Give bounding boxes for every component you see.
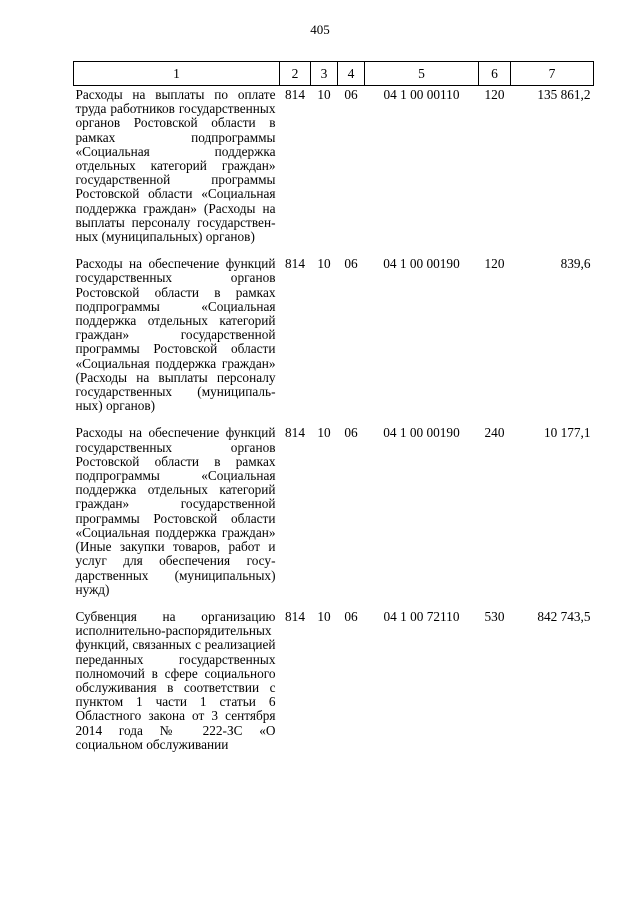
table-row: [74, 608, 594, 756]
row-amount: 135 861,2: [537, 87, 591, 102]
row-ministry-code: 814: [285, 256, 305, 272]
header-col-3: 3: [311, 62, 338, 86]
row-section-code: 10: [317, 425, 331, 441]
row-description: Расходы на обеспечение функций государственных органов Ростовской области в рамках подпрограммы «Социальная поддержка отдельных категорий граждан» государственной программы Ростовской области «Социальная поддержка граждан» (Иные закупки товаров, работ и услуг для обеспечения государственных (муниципальных) нужд): [75, 425, 276, 597]
table-row: [74, 424, 594, 607]
header-col-6: 6: [479, 62, 511, 86]
row-ministry-code: 814: [285, 425, 305, 441]
header-col-4: 4: [338, 62, 365, 86]
row-target-article: 04 1 00 00190: [383, 425, 460, 441]
row-target-article: 04 1 00 00110: [383, 87, 460, 102]
header-col-5: 5: [365, 62, 479, 86]
row-description: Расходы на обеспечение функций государственных органов Ростовской области в рамках подпрограммы «Социальная поддержка отдельных категорий граждан» государственной программы Ростовской области «Социальная поддержка граждан» (Расходы на выплаты персоналу государственных (муниципальных) органов): [75, 256, 276, 414]
row-expense-type: 530: [484, 608, 505, 624]
row-target-article: 04 1 00 00190: [383, 256, 460, 272]
header-col-7: 7: [511, 62, 594, 86]
row-amount: 842 743,5: [537, 608, 591, 624]
row-expense-type: 120: [484, 87, 505, 102]
page-number: 405: [310, 22, 330, 37]
row-target-article: 04 1 00 72110: [383, 608, 460, 624]
header-col-2: 2: [280, 62, 311, 86]
row-expense-type: 120: [484, 256, 505, 272]
budget-table: [73, 61, 594, 756]
table-row: [74, 86, 594, 256]
table-header-row: [74, 62, 594, 86]
row-subsection-code: 06: [344, 87, 358, 102]
row-subsection-code: 06: [344, 256, 358, 272]
row-description: Расходы на выплаты по оплате труда работников государственных органов Ростовской области в рамках подпрограммы «Социальная поддержка отдельных категорий граждан» государственной программы Ростовской области «Социальная поддержка граждан» (Расходы на выплаты персоналу государственных (муниципальных) органов): [75, 87, 276, 245]
row-section-code: 10: [317, 608, 331, 624]
row-subsection-code: 06: [344, 608, 358, 624]
row-amount: 839,6: [560, 256, 591, 272]
row-expense-type: 240: [484, 425, 505, 441]
row-ministry-code: 814: [285, 87, 305, 102]
row-ministry-code: 814: [285, 608, 305, 624]
row-section-code: 10: [317, 87, 331, 102]
row-amount: 10 177,1: [543, 425, 591, 441]
header-col-1: 1: [74, 62, 280, 86]
row-subsection-code: 06: [344, 425, 358, 441]
row-description: Субвенция на организацию исполнительно-​распорядительных функций, связанных с реализацией переданных государственных полномочий в сфере социального обслуживания в соответствии с пунктом 1 части 1 статьи 6 Областного закона от 3 сентября 2014 года № 222-ЗС «О социальном обслуживании: [75, 608, 276, 752]
row-section-code: 10: [317, 256, 331, 272]
table-row: [74, 255, 594, 424]
